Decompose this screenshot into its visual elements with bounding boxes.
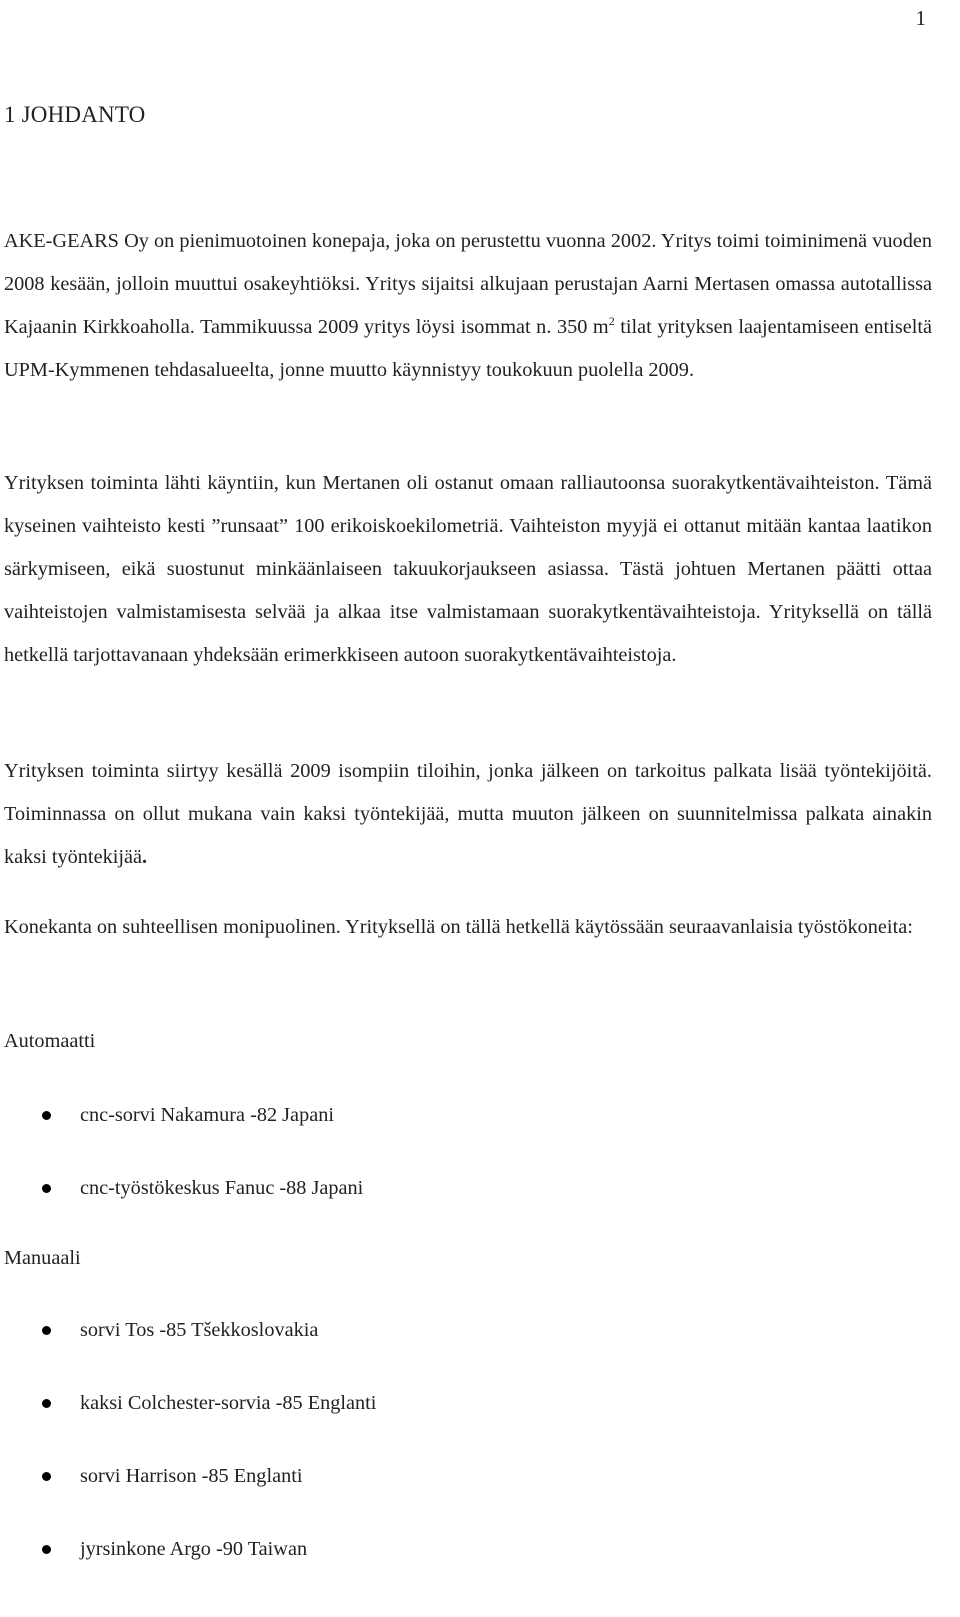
bullet-icon: [42, 1326, 51, 1335]
bullet-icon: [42, 1545, 51, 1554]
paragraph-company-origin: Yrityksen toiminta lähti käyntiin, kun Mertanen oli ostanut omaan ralliautoonsa suorakytkentävaihteiston. Tämä kyseinen vaihteisto kesti ”runsaat” 100 erikoiskoekilometriä. Vaihteiston myyjä ei ottanut mitään kantaa laatikon särkymiseen, eikä suostunut minkäänlaiseen takuukorjaukseen asiassa. Tästä johtuen Mertanen päätti ottaa vaihteistojen valmistamisesta selvää ja alkaa itse valmistamaan suorakytkentävaihteistoja. Yrityksellä on tällä hetkellä tarjottavanaan yhdeksään erimerkkiseen autoon suorakytkentävaihteistoja.: [4, 472, 932, 666]
paragraph-text: AKE-GEARS Oy on pienimuotoinen konepaja, joka on perustettu vuonna 2002. Yritys toimi toiminimenä vuoden 2008 kesään, jolloin muuttui osakeyhtiöksi. Yritys sijaitsi alkujaan perustajan Aarni Mertasen omassa autotallissa Kajaanin Kirkkoaholla. Tammikuussa 2009 yritys löysi isommat n. 350 m: [4, 230, 932, 338]
section-label-manual: Manuaali: [4, 1247, 81, 1269]
bullet-icon: [42, 1184, 51, 1193]
paragraph-machinery-intro: Konekanta on suhteellisen monipuolinen. Yrityksellä on tällä hetkellä käytössään seuraavanlaisia työstökoneita:: [4, 916, 913, 938]
paragraph-company-future: [4, 750, 932, 879]
paragraph-company-intro: [4, 220, 932, 392]
list-item-text: cnc-työstökeskus Fanuc -88 Japani: [80, 1177, 364, 1199]
list-item: [0, 1455, 376, 1528]
list-item-text: kaksi Colchester-sorvia -85 Englanti: [80, 1392, 377, 1414]
list-item-text: cnc-sorvi Nakamura -82 Japani: [80, 1104, 334, 1126]
chapter-heading: 1 JOHDANTO: [4, 102, 146, 127]
page-number: 1: [915, 6, 926, 30]
list-item: [0, 1528, 376, 1601]
list-item: [0, 1094, 363, 1167]
bullet-icon: [42, 1399, 51, 1408]
list-item: [0, 1309, 376, 1382]
automatic-machine-list: [0, 1094, 363, 1240]
manual-machine-list: [0, 1309, 376, 1601]
bullet-icon: [42, 1111, 51, 1120]
paragraph-text: tilat yrityksen laajentamiseen entiseltä UPM-Kymmenen tehdasalueelta, jonne muutto käynnistyy toukokuun puolella 2009.: [4, 316, 932, 381]
bullet-icon: [42, 1472, 51, 1481]
list-item-text: jyrsinkone Argo -90 Taiwan: [80, 1538, 308, 1560]
list-item-text: sorvi Harrison -85 Englanti: [80, 1465, 303, 1487]
section-label-automatic: Automaatti: [4, 1030, 96, 1052]
list-item-text: sorvi Tos -85 Tšekkoslovakia: [80, 1319, 319, 1341]
superscript-2: 2: [608, 314, 615, 329]
list-item: [0, 1382, 376, 1455]
bold-period: .: [142, 846, 148, 868]
paragraph-text: Yrityksen toiminta siirtyy kesällä 2009 isompiin tiloihin, jonka jälkeen on tarkoitus palkata lisää työntekijöitä. Toiminnassa on ollut mukana vain kaksi työntekijää, mutta muuton jälkeen on suunnitelmissa palkata ainakin kaksi työntekijää: [4, 760, 932, 868]
list-item: [0, 1167, 363, 1240]
